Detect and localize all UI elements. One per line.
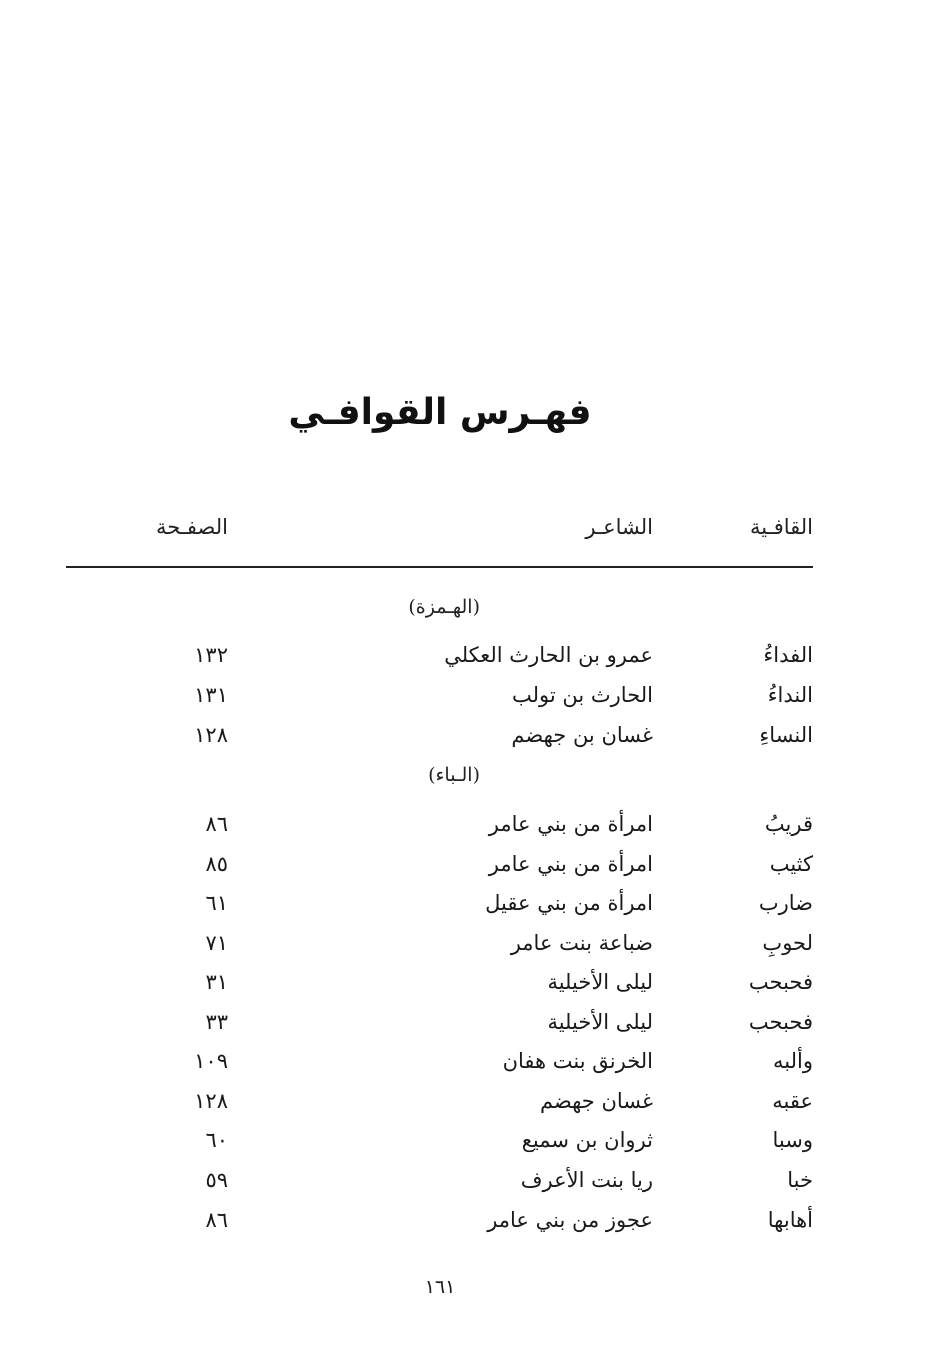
poet-cell: ثروان بن سميع bbox=[521, 1128, 653, 1152]
table-row bbox=[0, 643, 925, 677]
page-cell: ٣٣ bbox=[205, 1010, 228, 1034]
poet-cell: غسان بن جهضم bbox=[511, 723, 653, 747]
table-row bbox=[0, 1049, 925, 1083]
rhyme-cell: النساءِ bbox=[759, 723, 813, 747]
page-cell: ٨٦ bbox=[205, 812, 228, 836]
poet-cell: الخرنق بنت هفان bbox=[502, 1049, 653, 1073]
page-cell: ٨٦ bbox=[205, 1208, 228, 1232]
poet-cell: ليلى الأخيلية bbox=[547, 970, 653, 994]
section-label: (الهـمزة) bbox=[408, 596, 480, 618]
page-cell: ٧١ bbox=[205, 931, 228, 955]
table-row bbox=[0, 683, 925, 717]
rhyme-cell: أهابها bbox=[767, 1208, 813, 1232]
page-number: ١٦١ bbox=[424, 1276, 456, 1298]
rhyme-cell: قريبُ bbox=[764, 812, 813, 836]
table-row bbox=[0, 970, 925, 1004]
rhyme-cell: فحبحب bbox=[748, 970, 813, 994]
poet-cell: ليلى الأخيلية bbox=[547, 1010, 653, 1034]
poet-cell: غسان جهضم bbox=[539, 1089, 653, 1113]
rhyme-cell: ضارب bbox=[758, 891, 813, 915]
table-row bbox=[0, 723, 925, 757]
rhyme-cell: النداءُ bbox=[767, 683, 813, 707]
page-cell: ١٢٨ bbox=[194, 1089, 228, 1113]
column-header-rhyme: القافـية bbox=[749, 515, 813, 539]
page-cell: ١٢٨ bbox=[194, 723, 228, 747]
poet-cell: امرأة من بني عامر bbox=[488, 852, 653, 876]
table-row bbox=[0, 852, 925, 886]
rhyme-cell: فحبحب bbox=[748, 1010, 813, 1034]
section-heading-ba bbox=[0, 764, 925, 798]
table-row bbox=[0, 931, 925, 965]
poet-cell: الحارث بن تولب bbox=[512, 683, 653, 707]
rhyme-cell: كثيب bbox=[769, 852, 813, 876]
poet-cell: امرأة من بني عقيل bbox=[485, 891, 653, 915]
page-cell: ٥٩ bbox=[205, 1168, 228, 1192]
rhyme-cell: لحوبِ bbox=[762, 931, 813, 955]
poet-cell: عجوز من بني عامر bbox=[487, 1208, 653, 1232]
table-row bbox=[0, 1128, 925, 1162]
section-heading-hamza bbox=[0, 596, 925, 630]
poet-cell: امرأة من بني عامر bbox=[488, 812, 653, 836]
table-row bbox=[0, 891, 925, 925]
section-label: (الـباء) bbox=[428, 764, 480, 786]
table-row bbox=[0, 1168, 925, 1202]
page-cell: ١٣٢ bbox=[194, 643, 228, 667]
page-cell: ٦١ bbox=[205, 891, 228, 915]
poet-cell: ضباعة بنت عامر bbox=[510, 931, 653, 955]
page-cell: ١٣١ bbox=[194, 683, 228, 707]
page-cell: ٣١ bbox=[205, 970, 228, 994]
column-header-poet: الشاعـر bbox=[585, 515, 653, 539]
poet-cell: ريا بنت الأعرف bbox=[520, 1168, 653, 1192]
page-title: فهـرس القوافـي bbox=[288, 392, 592, 433]
page-cell: ٨٥ bbox=[205, 852, 228, 876]
rhyme-cell: عقبه bbox=[772, 1089, 813, 1113]
rhyme-cell: وسبا bbox=[772, 1128, 813, 1152]
table-row bbox=[0, 1208, 925, 1242]
page-cell: ٦٠ bbox=[205, 1128, 228, 1152]
table-row bbox=[0, 1089, 925, 1123]
rhyme-cell: الفداءُ bbox=[763, 643, 813, 667]
page-cell: ١٠٩ bbox=[194, 1049, 228, 1073]
rhyme-cell: وألبه bbox=[773, 1049, 813, 1073]
rhyme-cell: خبا bbox=[787, 1168, 813, 1192]
table-row bbox=[0, 812, 925, 846]
table-row bbox=[0, 1010, 925, 1044]
header-divider bbox=[66, 566, 813, 568]
poet-cell: عمرو بن الحارث العكلي bbox=[444, 643, 653, 667]
column-header-page: الصفـحة bbox=[155, 515, 228, 539]
